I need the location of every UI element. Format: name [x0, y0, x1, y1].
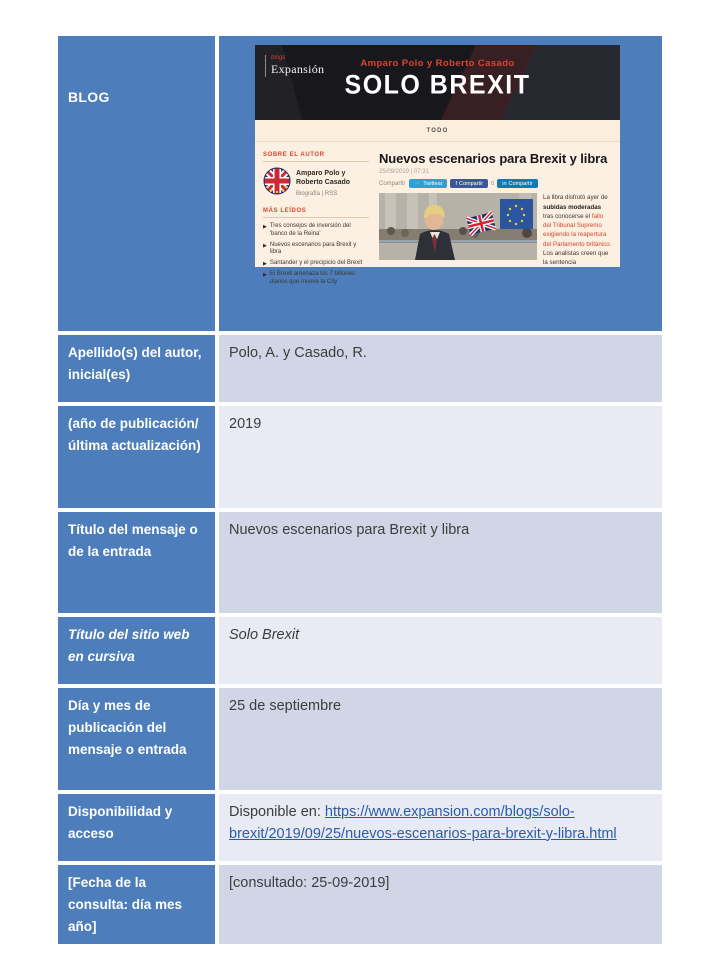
- blog-post-hyperlink[interactable]: https://www.expansion.com/blogs/solo-brexit/2019/09/25/nuevos-escenarios-para-brexit-y-libra.html: [229, 804, 617, 842]
- linkedin-share-button: [497, 179, 537, 188]
- table-header-media-cell: [219, 36, 662, 331]
- row-label-post-title: Título del mensaje o de la entrada: [58, 512, 215, 613]
- masthead-authors: Amparo Polo y Roberto Casado: [360, 58, 515, 69]
- play-bullet-icon: ▶: [263, 224, 267, 230]
- row-label-consult-date: [Fecha de la consulta: día mes año]: [58, 865, 215, 944]
- blog-avatar-flags-icon: [263, 167, 291, 200]
- row-value-year: 2019: [219, 406, 662, 508]
- row-label-site-title: Título del sitio web en cursiva: [58, 617, 215, 684]
- row-value-availability: [219, 794, 662, 861]
- most-read-item-label: El Brexit amenaza los 7 billones diarios que mueve la City: [269, 271, 355, 285]
- most-read-item: [263, 223, 369, 239]
- blog-masthead: [255, 45, 620, 120]
- share-count: 0: [491, 180, 495, 187]
- twitter-bird-icon: 🐦: [414, 180, 422, 187]
- play-bullet-icon: ▶: [263, 261, 267, 268]
- row-label-day-month: Día y mes de publicación del mensaje o entrada: [58, 688, 215, 790]
- blog-sidebar: [263, 152, 369, 285]
- expansion-logo-name: Expansión: [271, 61, 325, 76]
- masthead-blog-title: SOLO BREXIT: [344, 69, 531, 101]
- expansion-logo-kicker: blogs: [271, 55, 286, 61]
- most-read-item: [263, 260, 369, 268]
- excerpt-text: Los analistas creen que la sentencia: [543, 250, 609, 267]
- article-excerpt: [543, 193, 612, 267]
- author-block: [263, 167, 369, 200]
- linkedin-in-icon: in: [502, 180, 507, 187]
- expansion-logo: [265, 55, 324, 77]
- blog-nav-item-todo: TODO: [426, 127, 449, 134]
- most-read-section: [263, 208, 369, 287]
- play-bullet-icon: ▶: [263, 272, 267, 279]
- row-label-year: (año de publicación/última actualización): [58, 406, 215, 508]
- facebook-f-icon: f: [455, 180, 457, 187]
- blog-content-area: [255, 142, 620, 285]
- row-value-post-title: Nuevos escenarios para Brexit y libra: [219, 512, 662, 613]
- row-label-availability: Disponibilidad y acceso: [58, 794, 215, 861]
- article-body: [379, 193, 612, 267]
- excerpt-bold-text: subidas moderadas: [543, 203, 602, 211]
- author-text-block: [296, 167, 369, 197]
- twitter-share-label: Twittear: [423, 180, 443, 187]
- most-read-item-label: Santander y el precipicio del Brexit: [269, 260, 363, 267]
- excerpt-text: La libra disfrutó ayer de: [543, 194, 608, 202]
- boris-johnson-photo: [379, 193, 537, 260]
- table-header-blog-label: BLOG: [58, 36, 215, 331]
- most-read-item: [263, 271, 369, 287]
- availability-prefix: Disponible en:: [229, 804, 325, 820]
- facebook-share-button: [450, 179, 488, 188]
- about-author-heading: SOBRE EL AUTOR: [263, 152, 369, 162]
- author-links: Biografía | RSS: [296, 190, 338, 197]
- most-read-item-label: Tres consejos de inversión del 'banco de la Reina': [269, 223, 351, 237]
- blog-webpage-screenshot: [255, 45, 620, 285]
- author-names: Amparo Polo y Roberto Casado: [296, 170, 351, 187]
- excerpt-inline-link: fallo del Tribunal Supremo exigiendo la reapertura del Parlamento británico.: [543, 212, 612, 248]
- most-read-heading: MÁS LEÍDOS: [263, 208, 369, 218]
- blog-article: [379, 152, 612, 266]
- blog-nav-bar: [255, 120, 620, 142]
- twitter-share-button: [409, 179, 447, 188]
- share-row: [379, 179, 612, 188]
- article-date: 25/09/2019 | 07:31: [379, 169, 429, 176]
- share-label: Compartir: [379, 180, 406, 187]
- linkedin-share-label: Compartir: [508, 180, 533, 187]
- play-bullet-icon: ▶: [263, 242, 267, 249]
- facebook-share-label: Compartir: [459, 180, 484, 187]
- row-value-consult-date: [consultado: 25-09-2019]: [219, 865, 662, 944]
- excerpt-text: tras conocerse el: [543, 212, 592, 220]
- most-read-item: [263, 242, 369, 258]
- citation-table: [58, 36, 662, 944]
- row-value-author: Polo, A. y Casado, R.: [219, 335, 662, 402]
- article-title: Nuevos escenarios para Brexit y libra: [379, 151, 608, 166]
- row-value-site-title: Solo Brexit: [219, 617, 662, 684]
- row-value-day-month: 25 de septiembre: [219, 688, 662, 790]
- most-read-item-label: Nuevos escenarios para Brexit y libra: [269, 241, 357, 256]
- row-label-author: Apellido(s) del autor, inicial(es): [58, 335, 215, 402]
